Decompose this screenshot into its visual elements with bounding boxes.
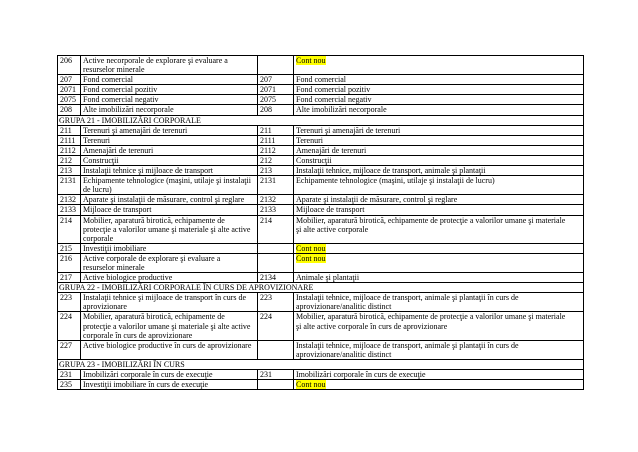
old-account-code: 208 [60,105,72,115]
old-account-code: 2071 [60,85,76,95]
new-account-code-cell [258,145,294,155]
new-account-name-cell [294,145,584,155]
old-account-code: 216 [60,253,72,263]
old-account-name-cell [81,176,258,195]
accounts-correspondence-table [57,55,584,390]
old-account-name: Instalaţii tehnice şi mijloace de transport [83,166,213,176]
new-account-code-cell [258,205,294,215]
old-account-code-cell [58,155,81,165]
old-account-name: Imobilizări corporale în curs de execuţie [83,370,213,379]
old-account-code: 206 [60,56,72,65]
new-account-code-cell [258,56,294,75]
old-account-code: 214 [60,215,72,225]
table-body [58,56,584,390]
old-account-code: 224 [60,312,72,322]
new-account-name-cell [294,85,584,95]
new-account-code: 2071 [260,85,276,95]
old-account-name-cell [81,145,258,155]
table-row [58,380,584,390]
table-row [58,205,584,215]
old-account-code: 212 [60,155,72,165]
new-account-name-cell [294,273,584,283]
old-account-name-cell [81,56,258,75]
old-account-code-cell [58,253,81,272]
table-row [58,370,584,380]
new-account-code: 2075 [260,95,276,105]
old-account-name-cell [81,243,258,253]
table-row [58,312,584,340]
group-header-row [58,283,584,293]
new-account-code: 2112 [260,145,276,155]
new-account-code-cell [258,215,294,243]
old-account-code: 231 [60,370,72,379]
old-account-name: Aparate şi instalaţii de măsurare, control şi reglare [83,195,245,205]
old-account-code: 2133 [60,205,76,215]
new-account-code-cell [258,155,294,165]
old-account-name-cell [81,293,258,312]
new-account-name: Terenuri şi amenajări de terenuri [296,125,401,135]
new-account-code: 2134 [260,273,276,283]
group-title: GRUPA 23 - IMOBILIZĂRI ÎN CURS [58,359,584,369]
old-account-code: 2112 [60,145,76,155]
old-account-code-cell [58,205,81,215]
new-account-code-cell [258,340,294,359]
old-account-name-cell [81,95,258,105]
old-account-name: Mijloace de transport [83,205,152,215]
new-account-name: Mijloace de transport [296,205,365,215]
old-account-name-cell [81,340,258,359]
old-account-name: Investiţii imobiliare [83,243,147,253]
new-account-code: 208 [260,105,272,115]
new-account-name-cell [294,176,584,195]
table-row [58,125,584,135]
old-account-code-cell [58,293,81,312]
old-account-name: Mobilier, aparatură birotică, echipamente de protecţie a valorilor umane şi materiale şi alte active corporale în curs de aprovizionare [83,312,251,340]
old-account-code-cell [58,380,81,390]
old-account-name: Active biologice productive în curs de aprovizionare [83,340,252,350]
new-account-name: Mobilier, aparatură birotică, echipamente de protecţie a valorilor umane şi materiale şi alte active corporale în curs de aprovizionare [296,312,566,331]
new-account-code-cell [258,370,294,380]
new-account-name: Mobilier, aparatură birotică, echipamente de protecţie a valorilor umane şi materiale şi alte active corporale [296,215,566,234]
table-row [58,195,584,205]
old-account-name: Terenuri şi amenajări de terenuri [83,125,188,135]
new-account-badge: Cont nou [296,56,326,65]
old-account-name-cell [81,75,258,85]
new-account-name: Instalaţii tehnice, mijloace de transport, animale şi plantaţii în curs de aprovizionare/analitic distinct [296,340,519,359]
old-account-code-cell [58,135,81,145]
old-account-name-cell [81,105,258,115]
new-account-name-cell [294,215,584,243]
table-row [58,166,584,176]
old-account-code: 227 [60,340,72,350]
new-account-badge: Cont nou [296,243,326,253]
old-account-code-cell [58,176,81,195]
new-account-code: 2132 [260,195,276,205]
table-row [58,176,584,195]
new-account-name-cell [294,75,584,85]
old-account-name: Amenajări de terenuri [83,145,154,155]
old-account-code: 223 [60,293,72,303]
new-account-code-cell [258,380,294,390]
new-account-name-cell [294,370,584,380]
new-account-code: 207 [260,75,272,85]
old-account-name: Alte imobilizări necorporale [83,105,174,115]
old-account-code: 213 [60,166,72,176]
old-account-name-cell [81,195,258,205]
new-account-badge: Cont nou [296,380,326,390]
old-account-name: Fond comercial pozitiv [83,85,158,95]
old-account-name: Active biologice productive [83,273,173,283]
old-account-name-cell [81,380,258,390]
old-account-code-cell [58,273,81,283]
new-account-name-cell [294,293,584,312]
table-row [58,243,584,253]
table-row [58,273,584,283]
old-account-name-cell [81,370,258,380]
new-account-badge: Cont nou [296,253,326,263]
new-account-name: Alte imobilizări necorporale [296,105,387,115]
new-account-name: Animale şi plantaţii [296,273,360,283]
table-row [58,95,584,105]
new-account-code-cell [258,125,294,135]
new-account-name-cell [294,253,584,272]
new-account-name: Amenajări de terenuri [296,145,367,155]
new-account-code: 231 [260,370,272,379]
old-account-name: Active necorporale de explorare şi evaluare a resurselor minerale [83,56,228,75]
group-title: GRUPA 21 - IMOBILIZĂRI CORPORALE [58,115,584,125]
old-account-code-cell [58,105,81,115]
new-account-name: Aparate şi instalaţii de măsurare, control şi reglare [296,195,458,205]
table-row [58,145,584,155]
old-account-name-cell [81,125,258,135]
old-account-code: 217 [60,273,72,283]
group-header-row [58,115,584,125]
old-account-code-cell [58,312,81,340]
old-account-code-cell [58,215,81,243]
new-account-name-cell [294,205,584,215]
new-account-code-cell [258,293,294,312]
old-account-code-cell [58,75,81,85]
old-account-name-cell [81,155,258,165]
new-account-name: Fond comercial [296,75,346,85]
new-account-code-cell [258,312,294,340]
new-account-code: 213 [260,166,272,176]
table-row [58,155,584,165]
old-account-name-cell [81,253,258,272]
table-row [58,56,584,75]
new-account-code: 2133 [260,205,276,215]
new-account-name: Instalaţii tehnice, mijloace de transport, animale şi plantaţii [296,166,486,176]
old-account-name-cell [81,273,258,283]
new-account-name-cell [294,95,584,105]
new-account-name: Instalaţii tehnice, mijloace de transport, animale şi plantaţii în curs de aprovizionare/analitic distinct [296,293,519,312]
table-row [58,85,584,95]
new-account-name: Terenuri [296,135,323,145]
new-account-code-cell [258,195,294,205]
old-account-code: 207 [60,75,72,85]
new-account-code-cell [258,243,294,253]
old-account-name-cell [81,215,258,243]
table-row [58,135,584,145]
old-account-name-cell [81,85,258,95]
old-account-name: Investiţii imobiliare în curs de execuţie [83,380,209,390]
new-account-code-cell [258,253,294,272]
new-account-name-cell [294,105,584,115]
new-account-code-cell [258,135,294,145]
old-account-name: Terenuri [83,135,110,145]
new-account-code-cell [258,273,294,283]
old-account-code: 211 [60,125,72,135]
new-account-code-cell [258,75,294,85]
old-account-name: Fond comercial negativ [83,95,159,105]
new-account-code: 212 [260,155,272,165]
old-account-code-cell [58,243,81,253]
old-account-name: Echipamente tehnologice (maşini, utilaje şi instalaţii de lucru) [83,176,251,195]
new-account-name: Fond comercial negativ [296,95,372,105]
table-row [58,253,584,272]
new-account-name-cell [294,340,584,359]
old-account-code-cell [58,166,81,176]
old-account-name-cell [81,312,258,340]
new-account-name-cell [294,312,584,340]
old-account-code: 2111 [60,135,76,145]
new-account-name: Fond comercial pozitiv [296,85,371,95]
new-account-name-cell [294,166,584,176]
old-account-name: Fond comercial [83,75,133,85]
old-account-code: 235 [60,380,72,390]
old-account-code-cell [58,370,81,380]
old-account-name: Instalaţii tehnice şi mijloace de transport în curs de aprovizionare [83,293,247,312]
old-account-code-cell [58,340,81,359]
table-row [58,215,584,243]
old-account-name-cell [81,135,258,145]
new-account-code: 224 [260,312,272,322]
table-row [58,340,584,359]
new-account-name: Echipamente tehnologice (maşini, utilaje şi instalaţii de lucru) [296,176,495,186]
new-account-name-cell [294,135,584,145]
new-account-name-cell [294,243,584,253]
old-account-name: Mobilier, aparatură birotică, echipamente de protecţie a valorilor umane şi materiale şi alte active corporale [83,215,251,243]
old-account-code-cell [58,85,81,95]
old-account-name: Construcţii [83,155,119,165]
table-row [58,293,584,312]
group-header-row [58,359,584,369]
new-account-name: Imobilizări corporale în curs de execuţie [296,370,426,379]
old-account-name: Active corporale de explorare şi evaluare a resurselor minerale [83,253,221,272]
new-account-name-cell [294,155,584,165]
new-account-name-cell [294,380,584,390]
old-account-code-cell [58,125,81,135]
new-account-code: 211 [260,125,272,135]
new-account-name-cell [294,125,584,135]
new-account-code: 214 [260,215,272,225]
new-account-name: Construcţii [296,155,332,165]
new-account-code: 223 [260,293,272,303]
old-account-code: 215 [60,243,72,253]
new-account-code-cell [258,176,294,195]
new-account-code-cell [258,105,294,115]
group-title: GRUPA 22 - IMOBILIZĂRI CORPORALE ÎN CURS DE APROVIZIONARE [58,283,584,293]
new-account-code: 2131 [260,176,276,186]
old-account-code: 2075 [60,95,76,105]
new-account-code-cell [258,85,294,95]
old-account-code-cell [58,145,81,155]
old-account-code-cell [58,95,81,105]
old-account-code: 2131 [60,176,76,186]
new-account-code: 2111 [260,135,276,145]
table-row [58,105,584,115]
old-account-name-cell [81,205,258,215]
old-account-code-cell [58,195,81,205]
table-row [58,75,584,85]
old-account-name-cell [81,166,258,176]
new-account-name-cell [294,56,584,75]
new-account-name-cell [294,195,584,205]
old-account-code-cell [58,56,81,75]
old-account-code: 2132 [60,195,76,205]
new-account-code-cell [258,95,294,105]
new-account-code-cell [258,166,294,176]
